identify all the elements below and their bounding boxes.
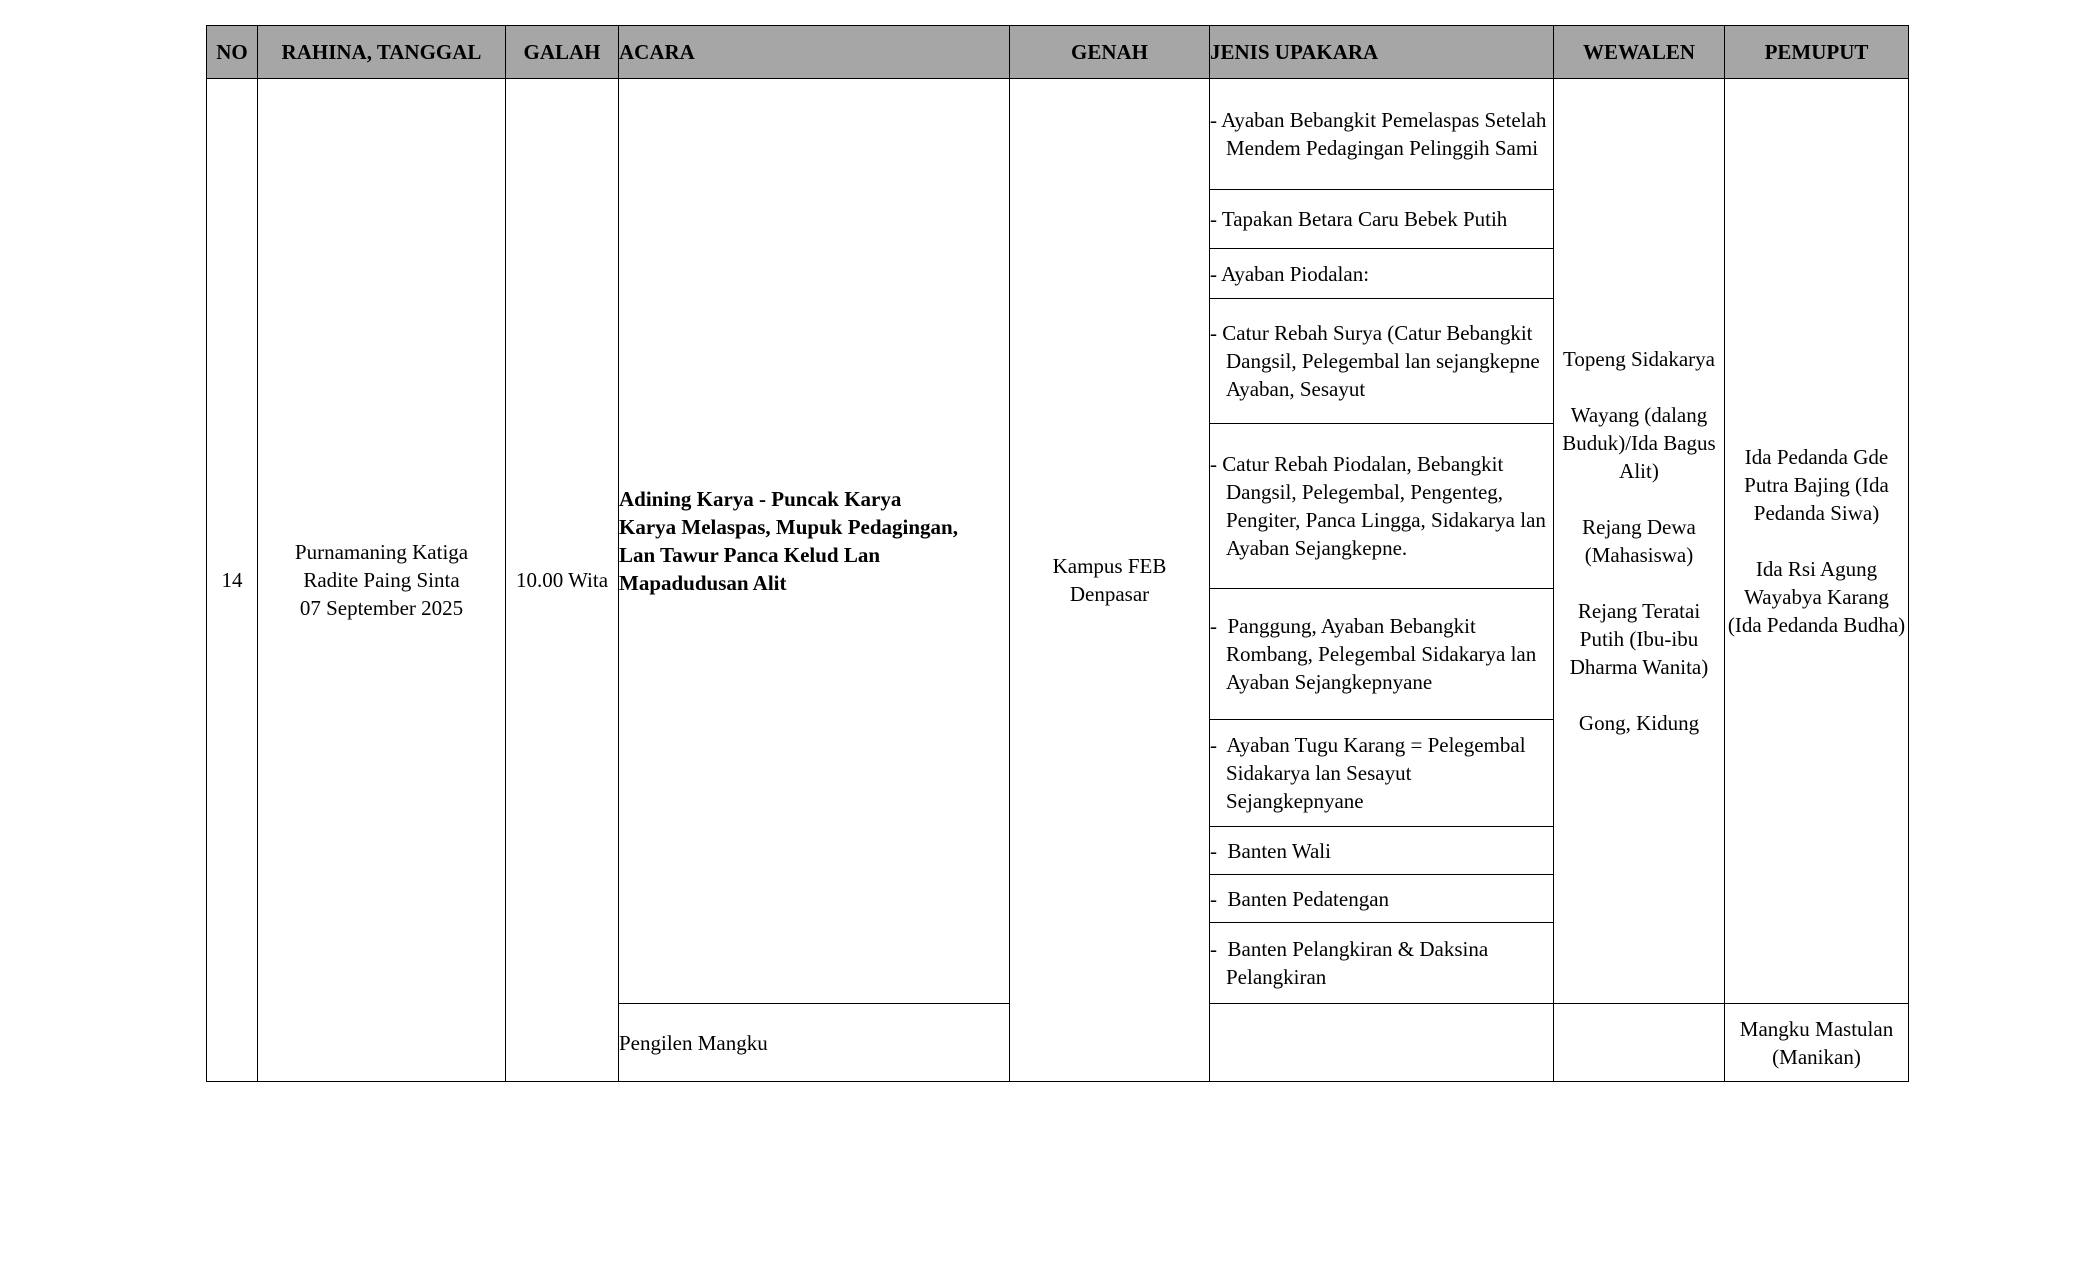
upakara-item: - Catur Rebah Piodalan, Bebangkit Dangsil, Pelegembal, Pengenteg, Pengiter, Panca Lingga, Sidakarya lan Ayaban Sejangkepne. — [1210, 424, 1554, 589]
upakara-item: - Ayaban Piodalan: — [1210, 249, 1554, 299]
ceremony-schedule-table — [206, 25, 1909, 1082]
cell-galah: 10.00 Wita — [506, 79, 619, 1082]
date-line: Purnamaning Katiga — [294, 540, 469, 564]
upakara-item: - Ayaban Bebangkit Pemelaspas Setelah Mendem Pedagingan Pelinggih Sami — [1210, 79, 1554, 190]
header-jenis-upakara: JENIS UPAKARA — [1210, 26, 1554, 79]
date-line: Radite Paing Sinta — [303, 568, 460, 592]
header-genah: GENAH — [1010, 26, 1210, 79]
cell-acara-main — [619, 79, 1010, 1004]
wewalen-item: Rejang Dewa (Mahasiswa) — [1582, 515, 1696, 567]
empty-upakara-cell — [1210, 1004, 1554, 1082]
genah-line: Denpasar — [1069, 582, 1150, 606]
upakara-item: - Banten Wali — [1210, 827, 1554, 875]
cell-rahina-tanggal — [258, 79, 506, 1082]
cell-pemuput — [1725, 79, 1909, 1004]
upakara-item: - Banten Pelangkiran & Daksina Pelangkiran — [1210, 923, 1554, 1004]
cell-genah — [1010, 79, 1210, 1082]
acara-line: Karya Melaspas, Mupuk Pedagingan, — [619, 515, 958, 539]
acara-line: Mapadudusan Alit — [619, 571, 787, 595]
genah-line: Kampus FEB — [1052, 554, 1167, 578]
header-wewalen: WEWALEN — [1554, 26, 1725, 79]
cell-acara-sub: Pengilen Mangku — [619, 1004, 1010, 1082]
pemuput-item: Ida Rsi Agung Wayabya Karang (Ida Pedanda Budha) — [1727, 557, 1906, 637]
upakara-item: - Panggung, Ayaban Bebangkit Rombang, Pelegembal Sidakarya lan Ayaban Sejangkepnyane — [1210, 589, 1554, 720]
wewalen-item: Wayang (dalang Buduk)/Ida Bagus Alit) — [1562, 403, 1716, 483]
upakara-item: - Catur Rebah Surya (Catur Bebangkit Dangsil, Pelegembal lan sejangkepne Ayaban, Sesayut — [1210, 299, 1554, 424]
cell-no: 14 — [207, 79, 258, 1082]
header-rahina-tanggal: RAHINA, TANGGAL — [258, 26, 506, 79]
header-no: NO — [207, 26, 258, 79]
empty-wewalen-cell — [1554, 1004, 1725, 1082]
cell-pemuput-sub: Mangku Mastulan (Manikan) — [1725, 1004, 1909, 1082]
table-row — [207, 79, 1909, 190]
header-galah: GALAH — [506, 26, 619, 79]
upakara-item: - Banten Pedatengan — [1210, 875, 1554, 923]
cell-wewalen — [1554, 79, 1725, 1004]
header-row — [207, 26, 1909, 79]
header-pemuput: PEMUPUT — [1725, 26, 1909, 79]
wewalen-item: Topeng Sidakarya — [1563, 347, 1715, 371]
pemuput-item: Ida Pedanda Gde Putra Bajing (Ida Pedanda Siwa) — [1744, 445, 1889, 525]
header-acara: ACARA — [619, 26, 1010, 79]
wewalen-item: Gong, Kidung — [1578, 711, 1700, 735]
wewalen-item: Rejang Teratai Putih (Ibu-ibu Dharma Wanita) — [1569, 599, 1709, 679]
upakara-item: - Ayaban Tugu Karang = Pelegembal Sidakarya lan Sesayut Sejangkepnyane — [1210, 720, 1554, 827]
upakara-item: - Tapakan Betara Caru Bebek Putih — [1210, 190, 1554, 249]
acara-line: Adining Karya - Puncak Karya — [619, 487, 902, 511]
date-line: 07 September 2025 — [299, 596, 464, 620]
acara-line: Lan Tawur Panca Kelud Lan — [619, 543, 881, 567]
